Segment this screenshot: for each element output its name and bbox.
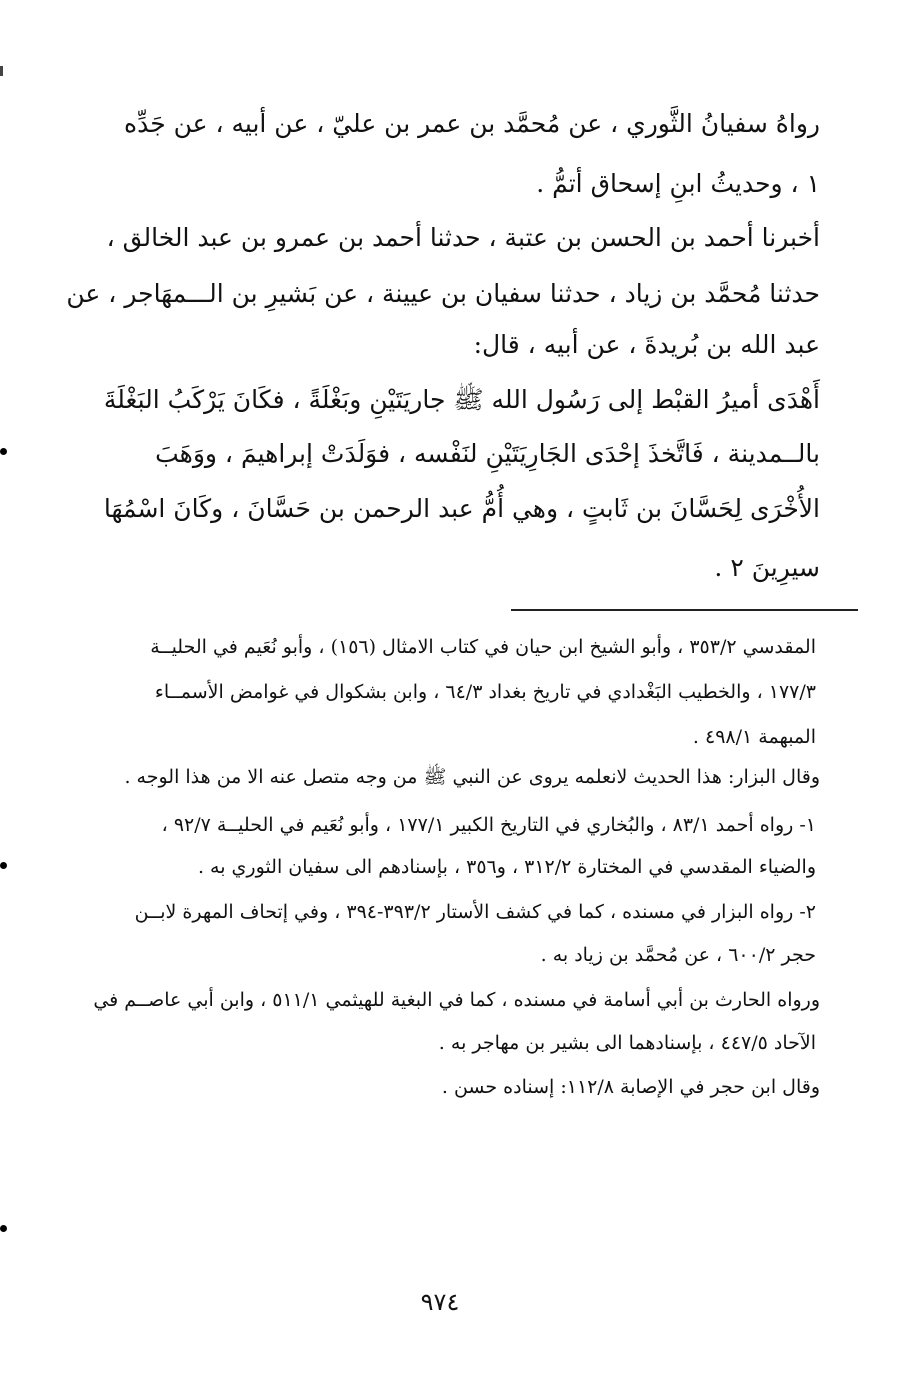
footnote-line-5: ١- رواه أحمد ٨٣/١ ، والبُخاري في التاريخ الكبير ١٧٧/١ ، وأبو نُعَيم في الحليــة ٩٢/٧ ، — [161, 814, 816, 836]
footnote-line-8: حجر ٦٠٠/٢ ، عن مُحمَّد بن زياد به . — [540, 944, 816, 966]
footnote-line-3: المبهمة ٤٩٨/١ . — [692, 726, 816, 748]
hadith-line-4: سيرِينَ ٢ . — [714, 553, 820, 582]
hadith-line-1: أَهْدَى أميرُ القبْط إلى رَسُول الله ﷺ جاريَتَيْنِ وبَغْلَةً ، فكَانَ يَرْكَبُ البَغْلَةَ — [103, 385, 820, 414]
page-number: ٩٧٤ — [420, 1288, 460, 1316]
margin-tick-top — [0, 66, 3, 76]
margin-dot-upper — [0, 448, 7, 455]
footnote-line-7: ٢- رواه البزار في مسنده ، كما في كشف الأستار ٣٩٣/٢-٣٩٤ ، وفي إتحاف المهرة لابــن — [134, 901, 816, 923]
isnad-line-2: حدثنا مُحمَّد بن زياد ، حدثنا سفيان بن عيينة ، عن بَشيرِ بن الـــمهَاجر ، عن — [66, 279, 820, 308]
footnote-line-9: ورواه الحارث بن أبي أسامة في مسنده ، كما في البغية للهيثمي ٥١١/١ ، وابن أبي عاصــم في — [93, 989, 820, 1011]
footnote-line-11: وقال ابن حجر في الإصابة ١١٢/٨: إسناده حسن . — [441, 1076, 820, 1098]
narration-line-2: ١ ، وحديثُ ابنِ إسحاق أتمُّ . — [536, 169, 820, 198]
narration-line-1: رواهُ سفيانُ الثَّوري ، عن مُحمَّد بن عمر بن عليّ ، عن أبيه ، عن جَدِّه — [123, 109, 820, 138]
margin-dot-middle — [0, 862, 7, 869]
footnote-separator — [511, 609, 858, 611]
footnote-line-4: وقال البزار: هذا الحديث لانعلمه يروى عن النبي ﷺ من وجه متصل عنه الا من هذا الوجه . — [124, 766, 820, 788]
isnad-line-3: عبد الله بن بُريدةَ ، عن أبيه ، قال: — [473, 330, 820, 359]
footnote-line-10: الآحاد ٤٤٧/٥ ، بإسنادهما الى بشير بن مهاجر به . — [438, 1032, 816, 1054]
footnote-line-6: والضياء المقدسي في المختارة ٣١٢/٢ ، و٣٥٦ ، بإسنادهم الى سفيان الثوري به . — [197, 856, 816, 878]
isnad-line-1: أخبرنا أحمد بن الحسن بن عتبة ، حدثنا أحمد بن عمرو بن عبد الخالق ، — [106, 223, 820, 252]
margin-dot-lower — [0, 1225, 7, 1232]
footnote-line-1: المقدسي ٣٥٣/٢ ، وأبو الشيخ ابن حيان في كتاب الامثال (١٥٦) ، وأبو نُعَيم في الحليــة — [150, 636, 816, 658]
hadith-line-3: الأُخْرَى لِحَسَّانَ بن ثَابتٍ ، وهي أُمُّ عبد الرحمن بن حَسَّانَ ، وكَانَ اسْمُهَا — [103, 494, 820, 523]
hadith-line-2: بالــمدينة ، فَاتَّخذَ إحْدَى الجَارِيَتَيْنِ لنَفْسه ، فوَلَدَتْ إبراهيمَ ، ووَهَبَ — [155, 439, 820, 468]
footnote-line-2: ١٧٧/٣ ، والخطيب البَغْدادي في تاريخ بغداد ٦٤/٣ ، وابن بشكوال في غوامض الأسمــاء — [154, 681, 816, 703]
